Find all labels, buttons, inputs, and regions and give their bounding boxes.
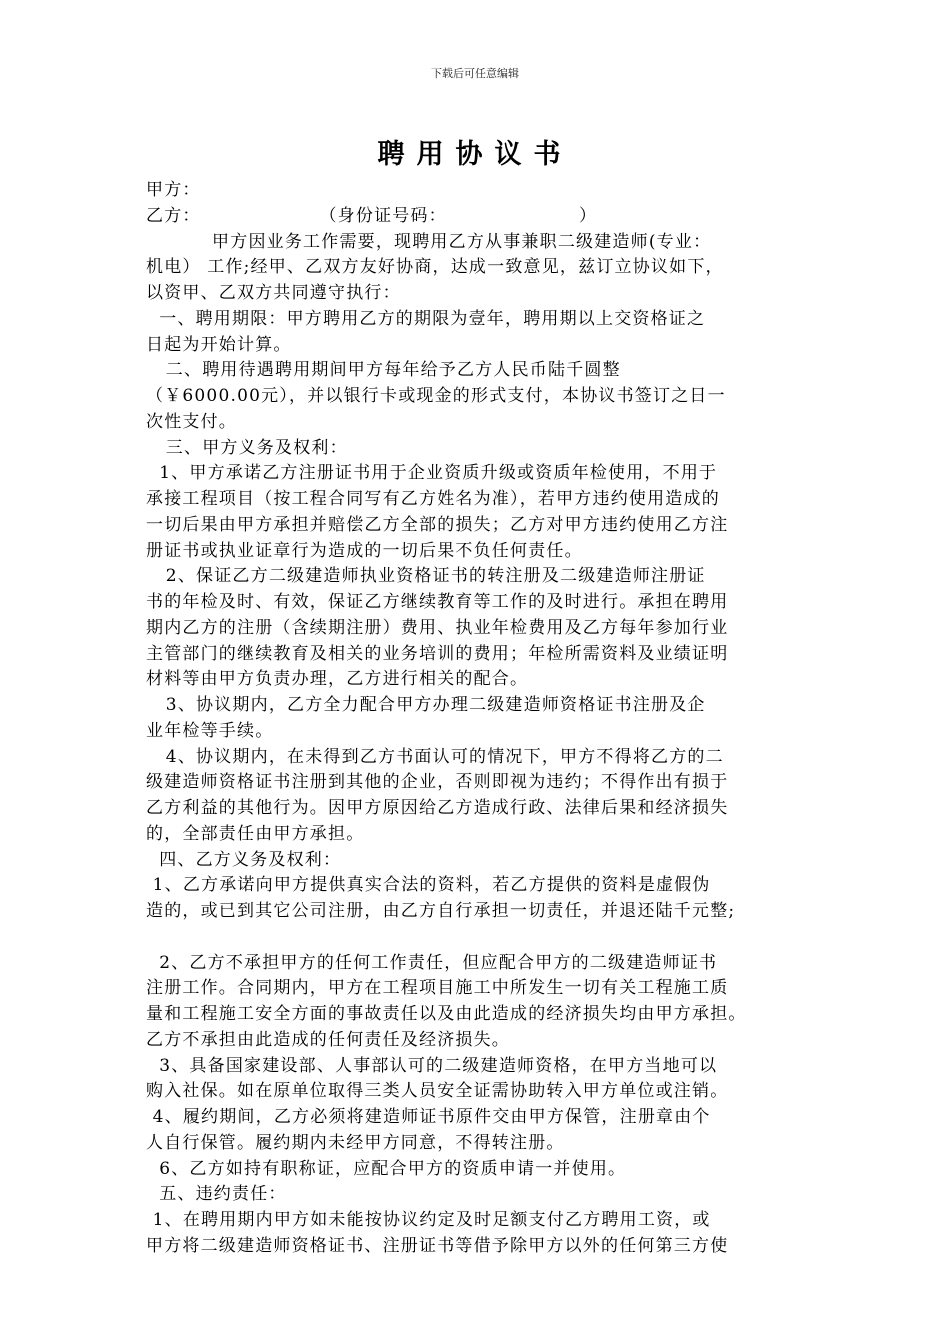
header-note: 下载后可任意编辑 [431, 67, 519, 80]
text-line: （￥6000.00元），并以银行卡或现金的形式支付，本协议书签订之日一 [146, 386, 726, 406]
text-line: 1、甲方承诺乙方注册证书用于企业资质升级或资质年检使用，不用于 [146, 463, 718, 484]
text-line: 造的，或已到其它公司注册，由乙方自行承担一切责任，并退还陆千元整; [146, 901, 736, 921]
text-line: 甲方将二级建造师资格证书、注册证书等借予除甲方以外的任何第三方使 [146, 1235, 729, 1256]
text-line: 人自行保管。履约期内未经甲方同意，不得转注册。 [146, 1132, 565, 1153]
text-line: 以资甲、乙双方共同遵守执行： [146, 283, 401, 303]
text-line: 乙方利益的其他行为。因甲方原因给乙方造成行政、法律后果和经济损失 [146, 798, 729, 818]
page-title: 聘用协议书 [377, 139, 573, 170]
text-line: 购入社保。如在原单位取得三类人员安全证需协助转入甲方单位或注销。 [146, 1081, 729, 1102]
text-line: 一切后果由甲方承担并赔偿乙方全部的损失；乙方对甲方违约使用乙方注 [146, 514, 729, 535]
text-line: 的，全部责任由甲方承担。 [146, 823, 365, 844]
text-line: 乙方不承担由此造成的任何责任及经济损失。 [146, 1029, 510, 1050]
text-line: 4、协议期内，在未得到乙方书面认可的情况下，甲方不得将乙方的二 [146, 746, 724, 767]
text-line: 量和工程施工安全方面的事故责任以及由此造成的经济损失均由甲方承担。 [146, 1004, 747, 1024]
text-line: 业年检等手续。 [146, 720, 274, 741]
text-line: 次性支付。 [146, 411, 237, 432]
text-line: 册证书或执业证章行为造成的一切后果不负任何责任。 [146, 540, 583, 561]
text-line: 机电） 工作;经甲、乙双方友好协商，达成一致意见，兹订立协议如下， [146, 257, 724, 278]
text-line: 1、在聘用期内甲方如未能按协议约定及时足额支付乙方聘用工资，或 [146, 1210, 711, 1230]
text-line: 2、保证乙方二级建造师执业资格证书的转注册及二级建造师注册证 [146, 566, 706, 587]
text-line: 甲方： [146, 180, 201, 200]
text-line: 二、聘用待遇聘用期间甲方每年给予乙方人民币陆千圆整 [146, 360, 621, 381]
text-line: 注册工作。合同期内，甲方在工程项目施工中所发生一切有关工程施工质 [146, 978, 729, 999]
text-line: 4、履约期间，乙方必须将建造师证书原件交由甲方保管，注册章由个 [146, 1107, 711, 1127]
text-line: 材料等由甲方负责办理，乙方进行相关的配合。 [146, 669, 529, 690]
text-line: 级建造师资格证书注册到其他的企业，否则即视为违约；不得作出有损于 [146, 772, 729, 793]
text-line: 乙方： （身份证号码： ） [146, 205, 598, 226]
text-line: 承接工程项目（按工程合同写有乙方姓名为准），若甲方违约使用造成的 [146, 489, 720, 509]
text-line: 日起为开始计算。 [146, 334, 292, 355]
text-line: 1、乙方承诺向甲方提供真实合法的资料，若乙方提供的资料是虚假伪 [146, 875, 711, 896]
text-line: 四、乙方义务及权利： [146, 849, 342, 870]
text-line: 主管部门的继续教育及相关的业务培训的费用；年检所需资料及业绩证明 [146, 643, 729, 664]
text-line: 6、乙方如持有职称证，应配合甲方的资质申请一并使用。 [146, 1158, 627, 1179]
text-line: 五、违约责任： [146, 1184, 287, 1205]
text-line: 3、具备国家建设部、人事部认可的二级建造师资格，在甲方当地可以 [146, 1055, 718, 1076]
text-line: 书的年检及时、有效，保证乙方继续教育等工作的及时进行。承担在聘用 [146, 592, 729, 612]
text-line: 甲方因业务工作需要，现聘用乙方从事兼职二级建造师(专业： [146, 231, 712, 252]
text-line: 3、协议期内，乙方全力配合甲方办理二级建造师资格证书注册及企 [146, 695, 706, 715]
text-line: 2、乙方不承担甲方的任何工作责任，但应配合甲方的二级建造师证书 [146, 952, 718, 973]
text-line: 期内乙方的注册（含续期注册）费用、执业年检费用及乙方每年参加行业 [146, 617, 729, 638]
text-line: 一、聘用期限：甲方聘用乙方的期限为壹年，聘用期以上交资格证之 [146, 308, 706, 329]
text-line: 三、甲方义务及权利： [146, 437, 348, 458]
